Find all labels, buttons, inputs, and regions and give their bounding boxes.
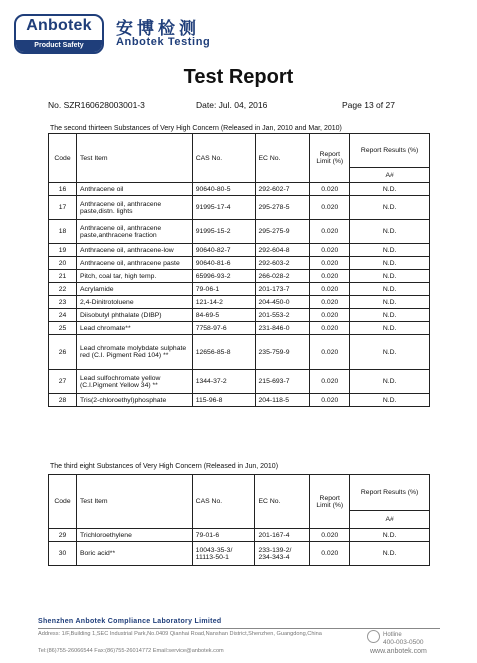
table-row [49, 244, 430, 257]
cell-cas-no: 90640-80-5 [192, 183, 255, 196]
header-sample-a: A# [350, 168, 430, 183]
phone-icon [367, 630, 380, 643]
header-test-item: Test Item [76, 475, 192, 529]
footer-divider [38, 628, 440, 629]
cell-cas-no: 7758-97-6 [192, 322, 255, 335]
cell-test-item: 2,4-Dinitrotoluene [76, 296, 192, 309]
header-sample-a: A# [350, 511, 430, 529]
header-cas-no: CAS No. [192, 475, 255, 529]
cell-cas-no: 90640-81-6 [192, 257, 255, 270]
cell-limit: 0.020 [310, 283, 350, 296]
table-row [49, 257, 430, 270]
footer-company: Shenzhen Anbotek Compliance Laboratory Limited [38, 618, 222, 625]
header-report-results: Report Results (%) [350, 475, 430, 511]
cell-cas-no: 12656-85-8 [192, 335, 255, 370]
cell-test-item: Lead chromate** [76, 322, 192, 335]
cell-code: 30 [49, 542, 77, 566]
cell-ec-no: 204-118-5 [255, 394, 310, 407]
cell-result: N.D. [350, 196, 430, 220]
cell-test-item: Anthracene oil, anthracene paste,distn. lights [76, 196, 192, 220]
cell-test-item: Boric acid** [76, 542, 192, 566]
cell-test-item: Acrylamide [76, 283, 192, 296]
cell-limit: 0.020 [310, 322, 350, 335]
cell-ec-no: 201-553-2 [255, 309, 310, 322]
cell-limit: 0.020 [310, 529, 350, 542]
table1-caption: The second thirteen Substances of Very High Concern (Released in Jan, 2010 and Mar, 2010) [50, 125, 342, 132]
table-row [49, 196, 430, 220]
report-number: No. SZR160628003001-3 [48, 100, 145, 110]
cell-code: 22 [49, 283, 77, 296]
cell-test-item: Anthracene oil, anthracene-low [76, 244, 192, 257]
cell-ec-no: 201-173-7 [255, 283, 310, 296]
cell-ec-no: 292-603-2 [255, 257, 310, 270]
cell-result: N.D. [350, 257, 430, 270]
cell-code: 21 [49, 270, 77, 283]
cell-result: N.D. [350, 335, 430, 370]
table-row [49, 283, 430, 296]
footer-address: Address: 1/F,Building 1,SEC Industrial Park,No.0409 Qianhai Road,Nanshan District,Shenzhen, Guangdong,China [38, 631, 322, 637]
cell-code: 16 [49, 183, 77, 196]
cell-result: N.D. [350, 283, 430, 296]
cell-code: 17 [49, 196, 77, 220]
cell-test-item: Pitch, coal tar, high temp. [76, 270, 192, 283]
cell-ec-no: 235-759-9 [255, 335, 310, 370]
cell-cas-no: 65996-93-2 [192, 270, 255, 283]
cell-test-item: Lead chromate molybdate sulphate red (C.I. Pigment Red 104) ** [76, 335, 192, 370]
cell-limit: 0.020 [310, 309, 350, 322]
header-report-results: Report Results (%) [350, 134, 430, 168]
brand-english-name: Anbotek Testing [116, 36, 211, 48]
cell-limit: 0.020 [310, 335, 350, 370]
cell-ec-no: 215-693-7 [255, 370, 310, 394]
table-row [49, 542, 430, 566]
cell-ec-no: 231-846-0 [255, 322, 310, 335]
cell-result: N.D. [350, 370, 430, 394]
svhc-table-1 [48, 133, 430, 407]
header-test-item: Test Item [76, 134, 192, 183]
page-header [14, 14, 464, 54]
header-report-limit: Report Limit (%) [310, 475, 350, 529]
footer-hotline: 400-003-0500 [383, 639, 424, 646]
cell-result: N.D. [350, 220, 430, 244]
cell-limit: 0.020 [310, 394, 350, 407]
brand-chinese-name: 安博检测 [116, 19, 200, 39]
cell-test-item: Anthracene oil, anthracene paste [76, 257, 192, 270]
cell-cas-no: 79-01-6 [192, 529, 255, 542]
cell-limit: 0.020 [310, 183, 350, 196]
cell-limit: 0.020 [310, 244, 350, 257]
table-row [49, 296, 430, 309]
cell-code: 24 [49, 309, 77, 322]
anbotek-logo [14, 14, 104, 54]
cell-ec-no: 204-450-0 [255, 296, 310, 309]
cell-code: 23 [49, 296, 77, 309]
cell-test-item: Anthracene oil [76, 183, 192, 196]
table-row [49, 529, 430, 542]
logo-tagline: Product Safety [16, 40, 102, 52]
table-row [49, 335, 430, 370]
report-title: Test Report [183, 66, 294, 88]
cell-cas-no: 90640-82-7 [192, 244, 255, 257]
cell-limit: 0.020 [310, 270, 350, 283]
cell-cas-no: 91995-15-2 [192, 220, 255, 244]
cell-limit: 0.020 [310, 196, 350, 220]
cell-result: N.D. [350, 183, 430, 196]
report-date: Date: Jul. 04, 2016 [196, 100, 268, 110]
cell-ec-no: 201-167-4 [255, 529, 310, 542]
table2-caption: The third eight Substances of Very High Concern (Released in Jun, 2010) [50, 463, 279, 470]
cell-code: 29 [49, 529, 77, 542]
cell-cas-no: 79-06-1 [192, 283, 255, 296]
table-row [49, 220, 430, 244]
table-row [49, 394, 430, 407]
cell-code: 26 [49, 335, 77, 370]
header-ec-no: EC No. [255, 134, 310, 183]
svhc-table-2 [48, 474, 430, 566]
cell-test-item: Lead sulfochromate yellow (C.I.Pigment Yellow 34) ** [76, 370, 192, 394]
cell-ec-no: 295-275-9 [255, 220, 310, 244]
cell-ec-no: 295-278-5 [255, 196, 310, 220]
cell-result: N.D. [350, 244, 430, 257]
cell-test-item: Trichloroethylene [76, 529, 192, 542]
cell-cas-no: 10043-35-3/ 11113-50-1 [192, 542, 255, 566]
cell-code: 18 [49, 220, 77, 244]
cell-cas-no: 115-96-8 [192, 394, 255, 407]
cell-code: 28 [49, 394, 77, 407]
table-row [49, 309, 430, 322]
cell-result: N.D. [350, 322, 430, 335]
cell-limit: 0.020 [310, 257, 350, 270]
cell-code: 20 [49, 257, 77, 270]
header-code: Code [49, 134, 77, 183]
cell-ec-no: 233-139-2/ 234-343-4 [255, 542, 310, 566]
cell-ec-no: 266-028-2 [255, 270, 310, 283]
table-row [49, 183, 430, 196]
cell-result: N.D. [350, 296, 430, 309]
cell-result: N.D. [350, 542, 430, 566]
cell-cas-no: 121-14-2 [192, 296, 255, 309]
cell-limit: 0.020 [310, 542, 350, 566]
page-number: Page 13 of 27 [342, 100, 395, 110]
cell-result: N.D. [350, 394, 430, 407]
cell-limit: 0.020 [310, 370, 350, 394]
cell-code: 19 [49, 244, 77, 257]
cell-result: N.D. [350, 529, 430, 542]
header-report-limit: Report Limit (%) [310, 134, 350, 183]
cell-cas-no: 91995-17-4 [192, 196, 255, 220]
cell-cas-no: 1344-37-2 [192, 370, 255, 394]
cell-test-item: Diisobutyl phthalate (DIBP) [76, 309, 192, 322]
header-ec-no: EC No. [255, 475, 310, 529]
cell-limit: 0.020 [310, 296, 350, 309]
cell-limit: 0.020 [310, 220, 350, 244]
header-code: Code [49, 475, 77, 529]
cell-code: 27 [49, 370, 77, 394]
cell-cas-no: 84-69-5 [192, 309, 255, 322]
table-row [49, 270, 430, 283]
cell-test-item: Anthracene oil, anthracene paste,anthracene fraction [76, 220, 192, 244]
cell-result: N.D. [350, 309, 430, 322]
footer-contact: Tel:(86)755-26066544 Fax:(86)755-26014772 Email:service@anbotek.com [38, 648, 224, 654]
table-row [49, 322, 430, 335]
table-row [49, 370, 430, 394]
cell-ec-no: 292-604-8 [255, 244, 310, 257]
cell-test-item: Tris(2-chloroethyl)phosphate [76, 394, 192, 407]
footer-website: www.anbotek.com [370, 648, 427, 655]
footer-hotline-label: Hotline [383, 632, 402, 638]
cell-ec-no: 292-602-7 [255, 183, 310, 196]
cell-result: N.D. [350, 270, 430, 283]
cell-code: 25 [49, 322, 77, 335]
logo-name: Anbotek [26, 17, 92, 34]
header-cas-no: CAS No. [192, 134, 255, 183]
